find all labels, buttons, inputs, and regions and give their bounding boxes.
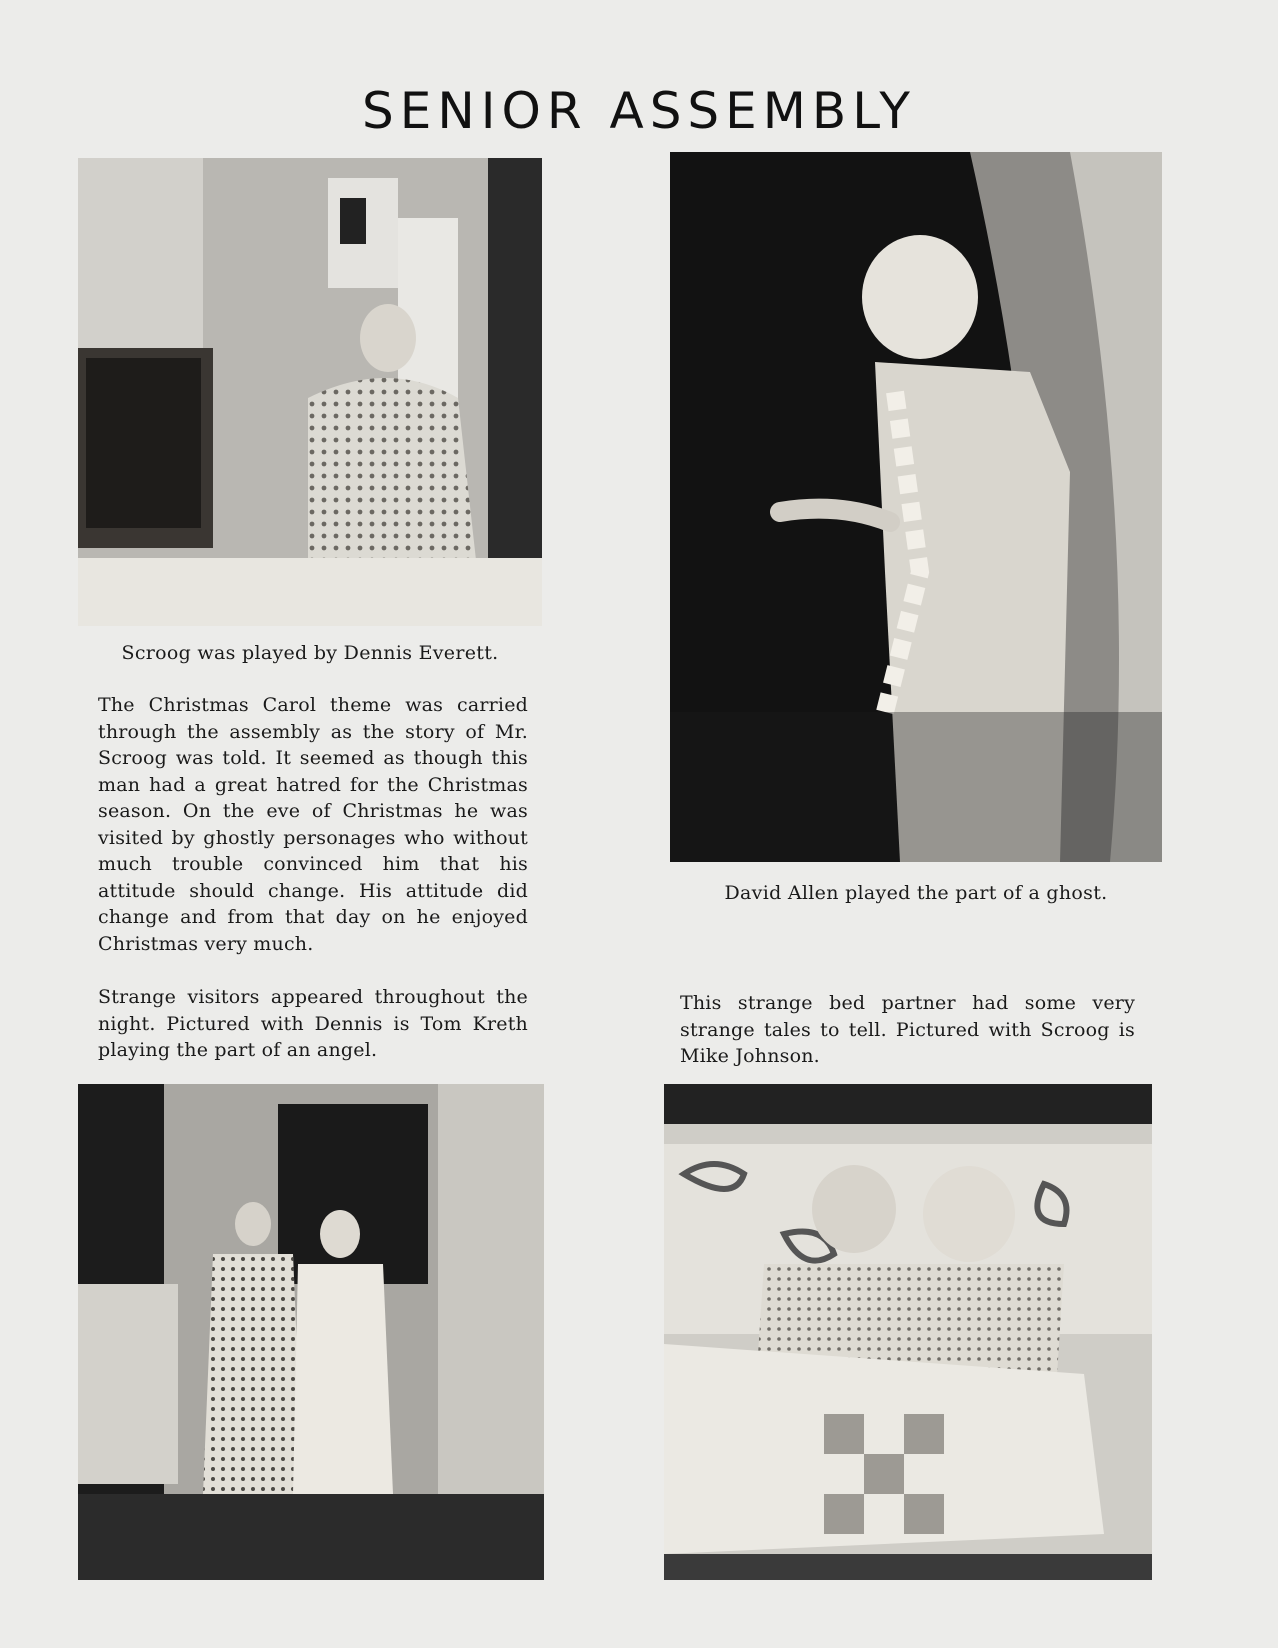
photo-ghost — [670, 152, 1162, 862]
photo-scroog — [78, 158, 542, 626]
photo-bed — [664, 1084, 1152, 1580]
caption-ghost: David Allen played the part of a ghost. — [724, 882, 1108, 904]
angel-paragraph: Strange visitors appeared throughout the night. Pictured with Dennis is Tom Kreth playing the part of an angel. — [98, 986, 528, 1061]
photo-angel — [78, 1084, 544, 1580]
caption-scroog: Scroog was played by Dennis Everett. — [121, 642, 499, 664]
page-title: SENIOR ASSEMBLY — [362, 81, 916, 140]
bed-paragraph: This strange bed partner had some very strange tales to tell. Pictured with Scroog is Mike Johnson. — [680, 992, 1135, 1067]
story-paragraph: The Christmas Carol theme was carried through the assembly as the story of Mr. Scroog was told. It seemed as though this man had a great hatred for the Christmas season. On the eve of Christmas he was visited by ghostly personages who without much trouble convinced him that his attitude should change. His attitude did change and from that day on he enjoyed Christmas very much. — [98, 694, 528, 955]
